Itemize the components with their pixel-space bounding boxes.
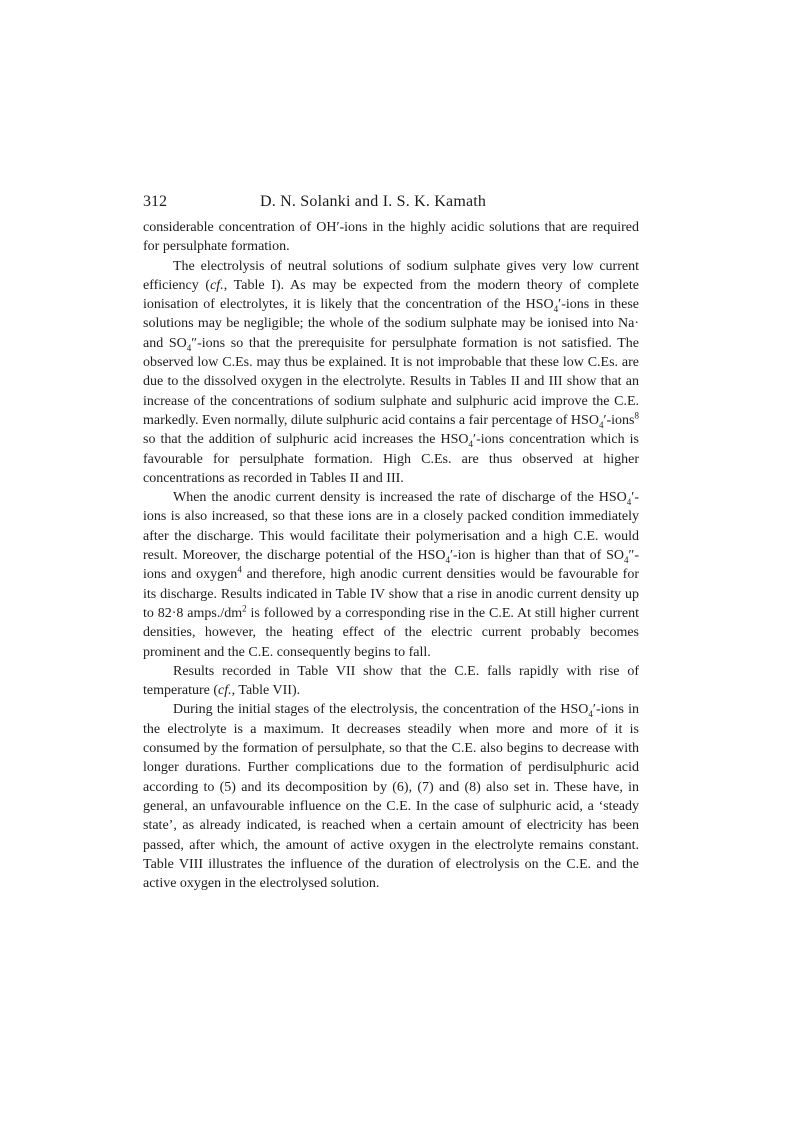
running-head: [143, 190, 643, 214]
paragraph: considerable concentration of OH′-ions in the highly acidic solutions that are required for persulphate formation.: [143, 220, 639, 255]
paragraph: Results recorded in Table VII show that the C.E. falls rapidly with rise of temperature (cf., Table VII).: [143, 663, 639, 699]
body-text: [143, 218, 639, 893]
paragraph: The electrolysis of neutral solutions of sodium sulphate gives very low current efficiency (cf., Table I). As may be expected from the modern theory of complete ionisation of electrolytes, it is likely that the concentration of the $HSO_4'$-ions in these solutions may be negligible; the whole of the sodium sulphate may be ionised into Na· and $SO_4''$-ions so that the prerequisite for persulphate formation is not satisfied. The observed low C.Es. may thus be explained. It is not improbable that these low C.Es. are due to the dissolved oxygen in the electrolyte. Results in Tables II and III show that an increase of the concentrations of sodium sulphate and sulphuric acid improve the C.E. markedly. Even normally, dilute sulphuric acid contains a fair percentage of $HSO_4'-ions^8$ so that the addition of sulphuric acid increases the $HSO_4'$-ions concentration which is favourable for persulphate formation. High C.Es. are thus observed at higher concentrations as recorded in Tables II and III.: [143, 258, 639, 486]
page-number: 312: [143, 193, 167, 210]
paragraph: During the initial stages of the electrolysis, the concentration of the $HSO_4'$-ions in the electrolyte is a maximum. It decreases steadily when more and more of it is consumed by the formation of persulphate, so that the C.E. also begins to decrease with longer durations. Further complications due to the formation of perdisulphuric acid according to (5) and its decomposition by (6), (7) and (8) also set in. These have, in general, an unfavourable influence on the C.E. In the case of sulphuric acid, a ‘steady state’, as already indicated, is reached when a certain amount of electricity has been passed, after which, the amount of active oxygen in the electrolyte remains constant. Table VIII illustrates the influence of the duration of electrolysis on the C.E. and the active oxygen in the electrolysed solution.: [143, 702, 639, 892]
paragraph: When the anodic current density is increased the rate of discharge of the $HSO_4'$-ions is also increased, so that these ions are in a closely packed condition immediately after the discharge. This would facilitate their polymerisation and a high C.E. would result. Moreover, the discharge potential of the $HSO_4'$-ion is higher than that of $SO_4''$-ions and oxygen$^4$ and therefore, high anodic current densities would be favourable for its discharge. Results indicated in Table IV show that a rise in anodic current density up to 82·8 $amps./dm^2$ is followed by a corresponding rise in the C.E. At still higher current densities, however, the heating effect of the electric current probably becomes prominent and the C.E. consequently begins to fall.: [143, 490, 640, 660]
running-head-authors: D. N. Solanki and I. S. K. Kamath: [260, 193, 487, 210]
